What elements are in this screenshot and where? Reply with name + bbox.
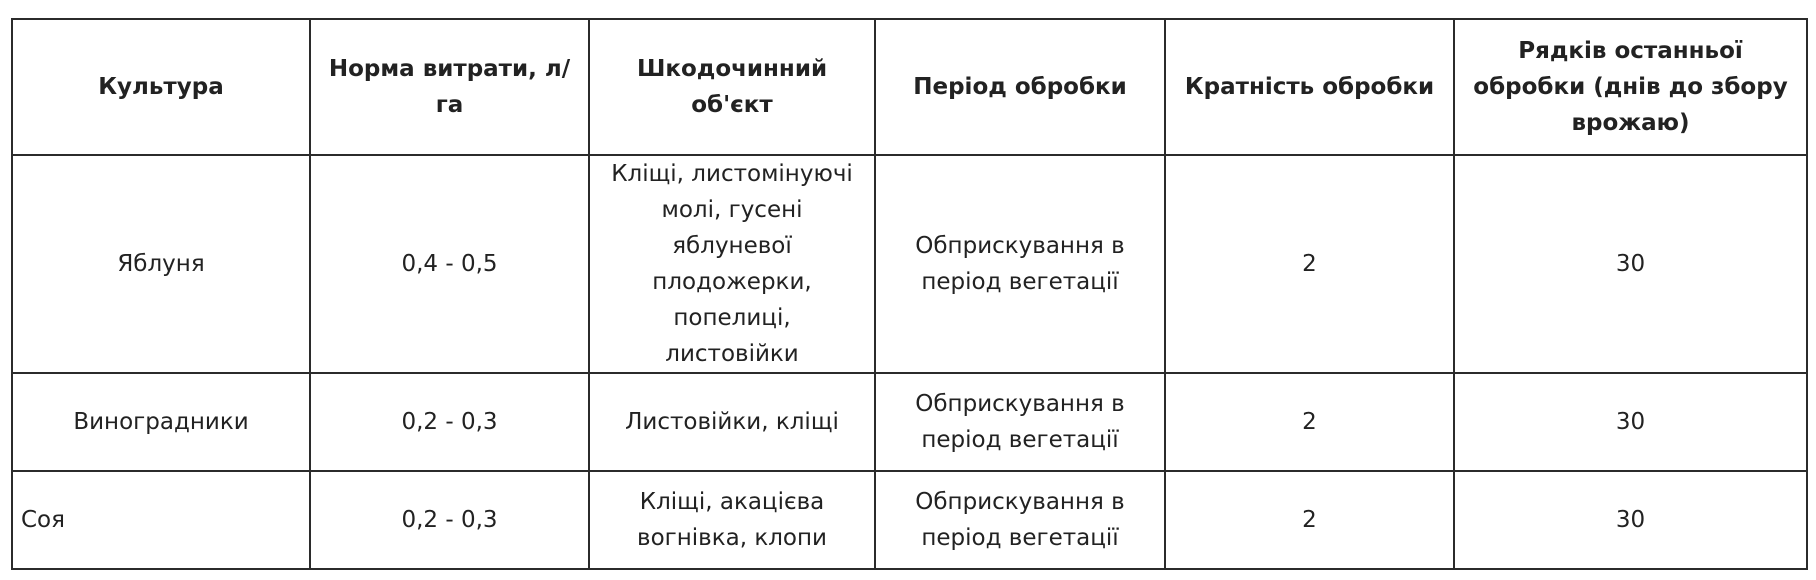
header-rate: Норма витрати, л/га	[310, 19, 589, 155]
table-row	[12, 373, 1807, 471]
cell-treatment-period: Обприскування в період вегетації	[875, 155, 1165, 373]
cell-last-treatment-days: 30	[1454, 373, 1807, 471]
table-row	[12, 155, 1807, 373]
cell-treatment-count: 2	[1165, 373, 1454, 471]
header-pest: Шкодочинний об'єкт	[589, 19, 875, 155]
cell-crop: Виноградники	[12, 373, 310, 471]
cell-treatment-period: Обприскування в період вегетації	[875, 471, 1165, 569]
application-rates-table	[11, 18, 1808, 570]
table-row	[12, 471, 1807, 569]
cell-treatment-count: 2	[1165, 471, 1454, 569]
cell-rate: 0,2 - 0,3	[310, 471, 589, 569]
header-last-treatment-days: Рядків останньої обробки (днів до збору врожаю)	[1454, 19, 1807, 155]
cell-pest: Кліщі, листомінуючі молі, гусені яблуневої плодожерки, попелиці, листовійки	[589, 155, 875, 373]
cell-last-treatment-days: 30	[1454, 471, 1807, 569]
cell-pest: Кліщі, акацієва вогнівка, клопи	[589, 471, 875, 569]
table-header-row	[12, 19, 1807, 155]
cell-crop: Соя	[12, 471, 310, 569]
cell-rate: 0,4 - 0,5	[310, 155, 589, 373]
header-crop: Культура	[12, 19, 310, 155]
cell-last-treatment-days: 30	[1454, 155, 1807, 373]
cell-crop: Яблуня	[12, 155, 310, 373]
cell-treatment-count: 2	[1165, 155, 1454, 373]
cell-pest: Листовійки, кліщі	[589, 373, 875, 471]
header-treatment-count: Кратність обробки	[1165, 19, 1454, 155]
header-treatment-period: Період обробки	[875, 19, 1165, 155]
cell-treatment-period: Обприскування в період вегетації	[875, 373, 1165, 471]
cell-rate: 0,2 - 0,3	[310, 373, 589, 471]
